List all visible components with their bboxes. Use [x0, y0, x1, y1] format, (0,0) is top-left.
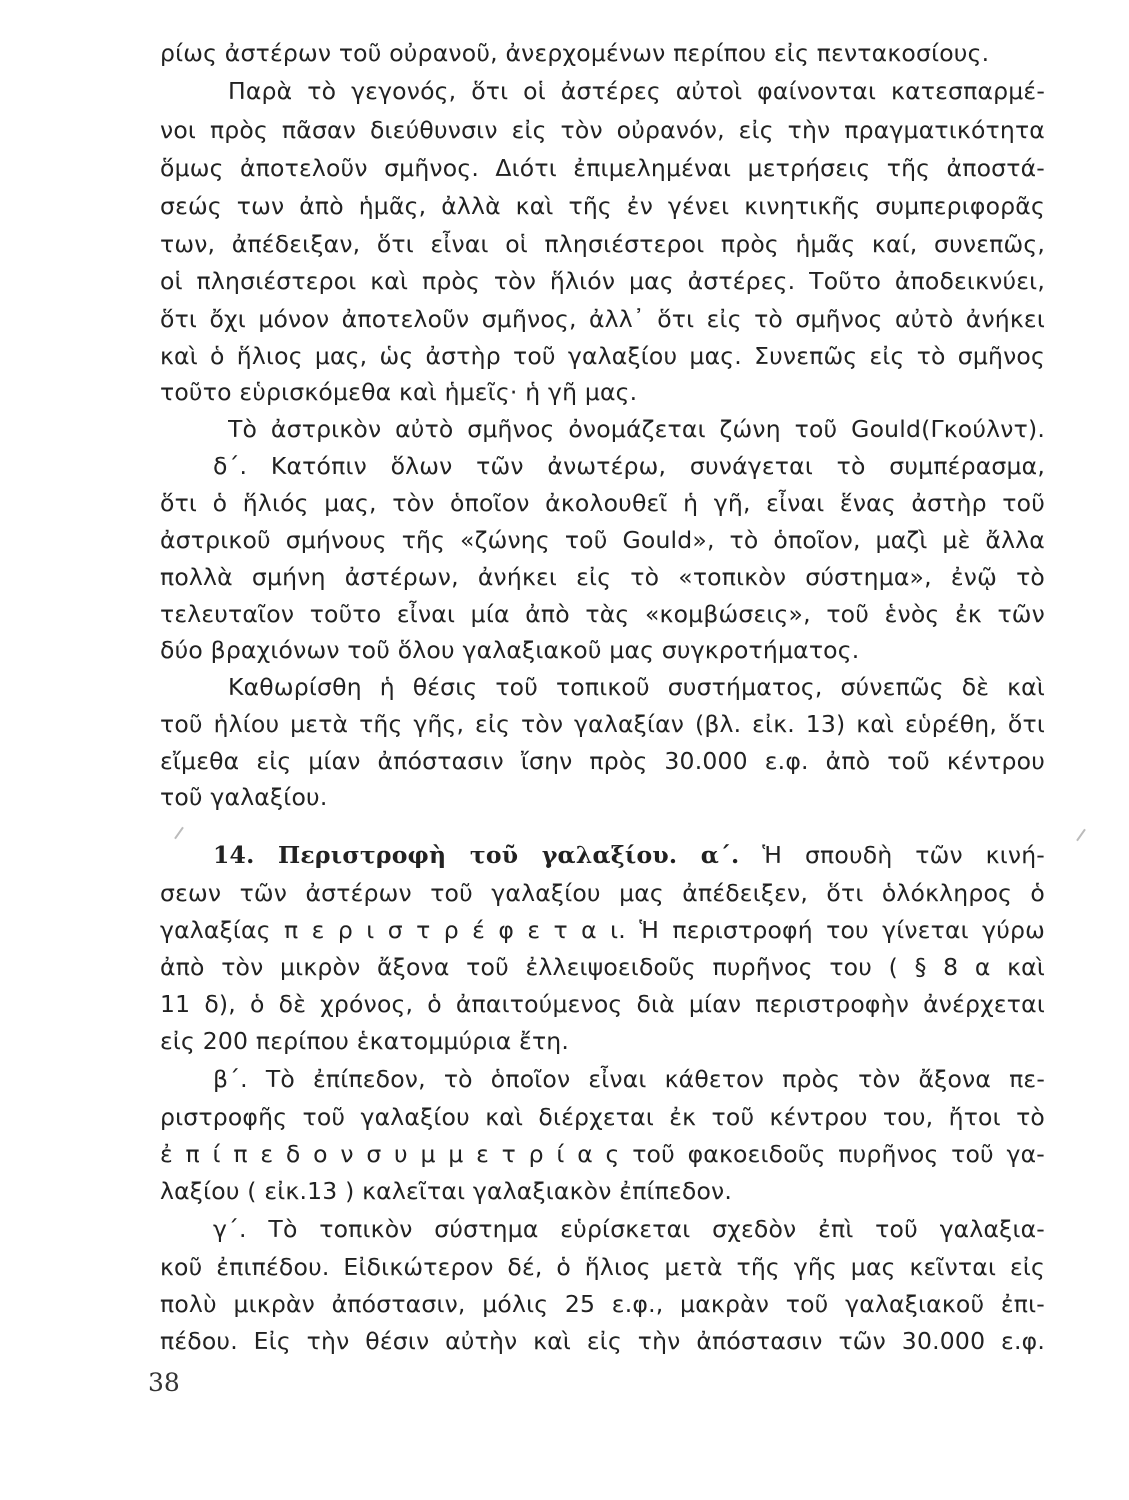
text-line: καὶ ὁ ἥλιος μας, ὡς ἀστὴρ τοῦ γαλαξίου μας. Συνεπῶς εἰς τὸ σμῆνος	[160, 342, 1045, 370]
text-line: ἀπὸ τὸν μικρὸν ἄξονα τοῦ ἐλλειψοειδοῦς πυρῆνος του ( § 8 α καὶ	[160, 953, 1045, 981]
text-line: Τὸ ἀστρικὸν αὐτὸ σμῆνος ὀνομάζεται ζώνη τοῦ Gould(Γκούλντ).	[228, 415, 1045, 443]
text-line: Παρὰ τὸ γεγονός, ὅτι οἱ ἀστέρες αὐτοὶ φαίνονται κατεσπαρμέ-	[228, 77, 1045, 105]
scan-speck	[174, 827, 184, 840]
text-line: σεώς των ἀπὸ ἡμᾶς, ἀλλὰ καὶ τῆς ἐν γένει κινητικῆς συμπεριφορᾶς	[160, 192, 1045, 220]
page-number: 38	[148, 1368, 180, 1397]
text-line: εἴμεθα εἰς μίαν ἀπόστασιν ἴσην πρὸς 30.000 ε.φ. ἀπὸ τοῦ κέντρου	[160, 747, 1045, 775]
text-line: ὅτι ὁ ἥλιός μας, τὸν ὁποῖον ἀκολουθεῖ ἡ γῆ, εἶναι ἕνας ἀστὴρ τοῦ	[160, 489, 1045, 517]
text-line: εἰς 200 περίπου ἑκατομμύρια ἔτη.	[160, 1027, 570, 1055]
text-line: οἱ πλησιέστεροι καὶ πρὸς τὸν ἥλιόν μας ἀστέρες. Τοῦτο ἀποδεικνύει,	[160, 267, 1045, 295]
text-line: δ΄. Κατόπιν ὅλων τῶν ἀνωτέρω, συνάγεται τὸ συμπέρασμα,	[213, 452, 1045, 480]
text-line: των, ἀπέδειξαν, ὅτι εἶναι οἱ πλησιέστεροι πρὸς ἡμᾶς καί, συνεπῶς,	[160, 230, 1045, 258]
text-line: Καθωρίσθη ἡ θέσις τοῦ τοπικοῦ συστήματος, σύνεπῶς δὲ καὶ	[228, 673, 1045, 701]
text-line: ὅτι ὄχι μόνον ἀποτελοῦν σμῆνος, ἀλλ᾽ ὅτι εἰς τὸ σμῆνος αὐτὸ ἀνήκει	[160, 305, 1045, 333]
text-line: τοῦ γαλαξίου.	[160, 783, 328, 811]
text-line: κοῦ ἐπιπέδου. Εἰδικώτερον δέ, ὁ ἥλιος μετὰ τῆς γῆς μας κεῖνται εἰς	[160, 1253, 1045, 1281]
text-line: ρίως ἀστέρων τοῦ οὐρανοῦ, ἀνερχομένων περίπου εἰς πεντακοσίους.	[160, 39, 990, 67]
text-line: τοῦτο εὑρισκόμεθα καὶ ἡμεῖς· ἡ γῆ μας.	[160, 378, 638, 406]
text-line: γαλαξίας π ε ρ ι σ τ ρ έ φ ε τ α ι. Ἡ περιστροφή του γίνεται γύρω	[160, 916, 1045, 944]
text-line: ὅμως ἀποτελοῦν σμῆνος. Διότι ἐπιμελημέναι μετρήσεις τῆς ἀποστά-	[160, 154, 1045, 182]
text-line: ἐ π ί π ε δ ο ν σ υ μ μ ε τ ρ ί α ς τοῦ φακοειδοῦς πυρῆνος τοῦ γα-	[160, 1140, 1045, 1168]
text-line: νοι πρὸς πᾶσαν διεύθυνσιν εἰς τὸν οὐρανόν, εἰς τὴν πραγματικότητα	[160, 116, 1045, 144]
text-line: δύο βραχιόνων τοῦ ὅλου γαλαξιακοῦ μας συγκροτήματος.	[160, 636, 860, 664]
text-run: Ἡ σπουδὴ τῶν κινή-	[762, 841, 1045, 869]
text-line: λαξίου ( εἰκ.13 ) καλεῖται γαλαξιακὸν ἐπίπεδον.	[160, 1177, 733, 1205]
text-line: τελευταῖον τοῦτο εἶναι μία ἀπὸ τὰς «κομβώσεις», τοῦ ἑνὸς ἐκ τῶν	[160, 600, 1045, 628]
scan-speck	[1076, 829, 1086, 842]
text-line: β΄. Τὸ ἐπίπεδον, τὸ ὁποῖον εἶναι κάθετον πρὸς τὸν ἄξονα πε-	[213, 1065, 1045, 1093]
text-line: σεων τῶν ἀστέρων τοῦ γαλαξίου μας ἀπέδειξεν, ὅτι ὁλόκληρος ὁ	[160, 879, 1045, 907]
text-line: 11 δ), ὁ δὲ χρόνος, ὁ ἀπαιτούμενος διὰ μίαν περιστροφὴν ἀνέρχεται	[160, 990, 1045, 1018]
text-line: πολὺ μικρὰν ἀπόστασιν, μόλις 25 ε.φ., μακρὰν τοῦ γαλαξιακοῦ ἐπι-	[160, 1290, 1045, 1318]
section-heading-line	[213, 840, 1045, 870]
text-line: ριστροφῆς τοῦ γαλαξίου καὶ διέρχεται ἐκ τοῦ κέντρου του, ἤτοι τὸ	[160, 1103, 1045, 1131]
text-line: γ΄. Τὸ τοπικὸν σύστημα εὑρίσκεται σχεδὸν ἐπὶ τοῦ γαλαξια-	[213, 1215, 1045, 1243]
section-heading: 14. Περιστροφὴ τοῦ γαλαξίου. α΄.	[213, 841, 740, 869]
text-line: πέδου. Εἰς τὴν θέσιν αὐτὴν καὶ εἰς τὴν ἀπόστασιν τῶν 30.000 ε.φ.	[160, 1327, 1045, 1355]
text-line: πολλὰ σμήνη ἀστέρων, ἀνήκει εἰς τὸ «τοπικὸν σύστημα», ἐνῷ τὸ	[160, 563, 1045, 591]
text-line: τοῦ ἡλίου μετὰ τῆς γῆς, εἰς τὸν γαλαξίαν (βλ. εἰκ. 13) καὶ εὑρέθη, ὅτι	[160, 710, 1045, 738]
text-line: ἀστρικοῦ σμήνους τῆς «ζώνης τοῦ Gould», τὸ ὁποῖον, μαζὶ μὲ ἄλλα	[160, 526, 1045, 554]
